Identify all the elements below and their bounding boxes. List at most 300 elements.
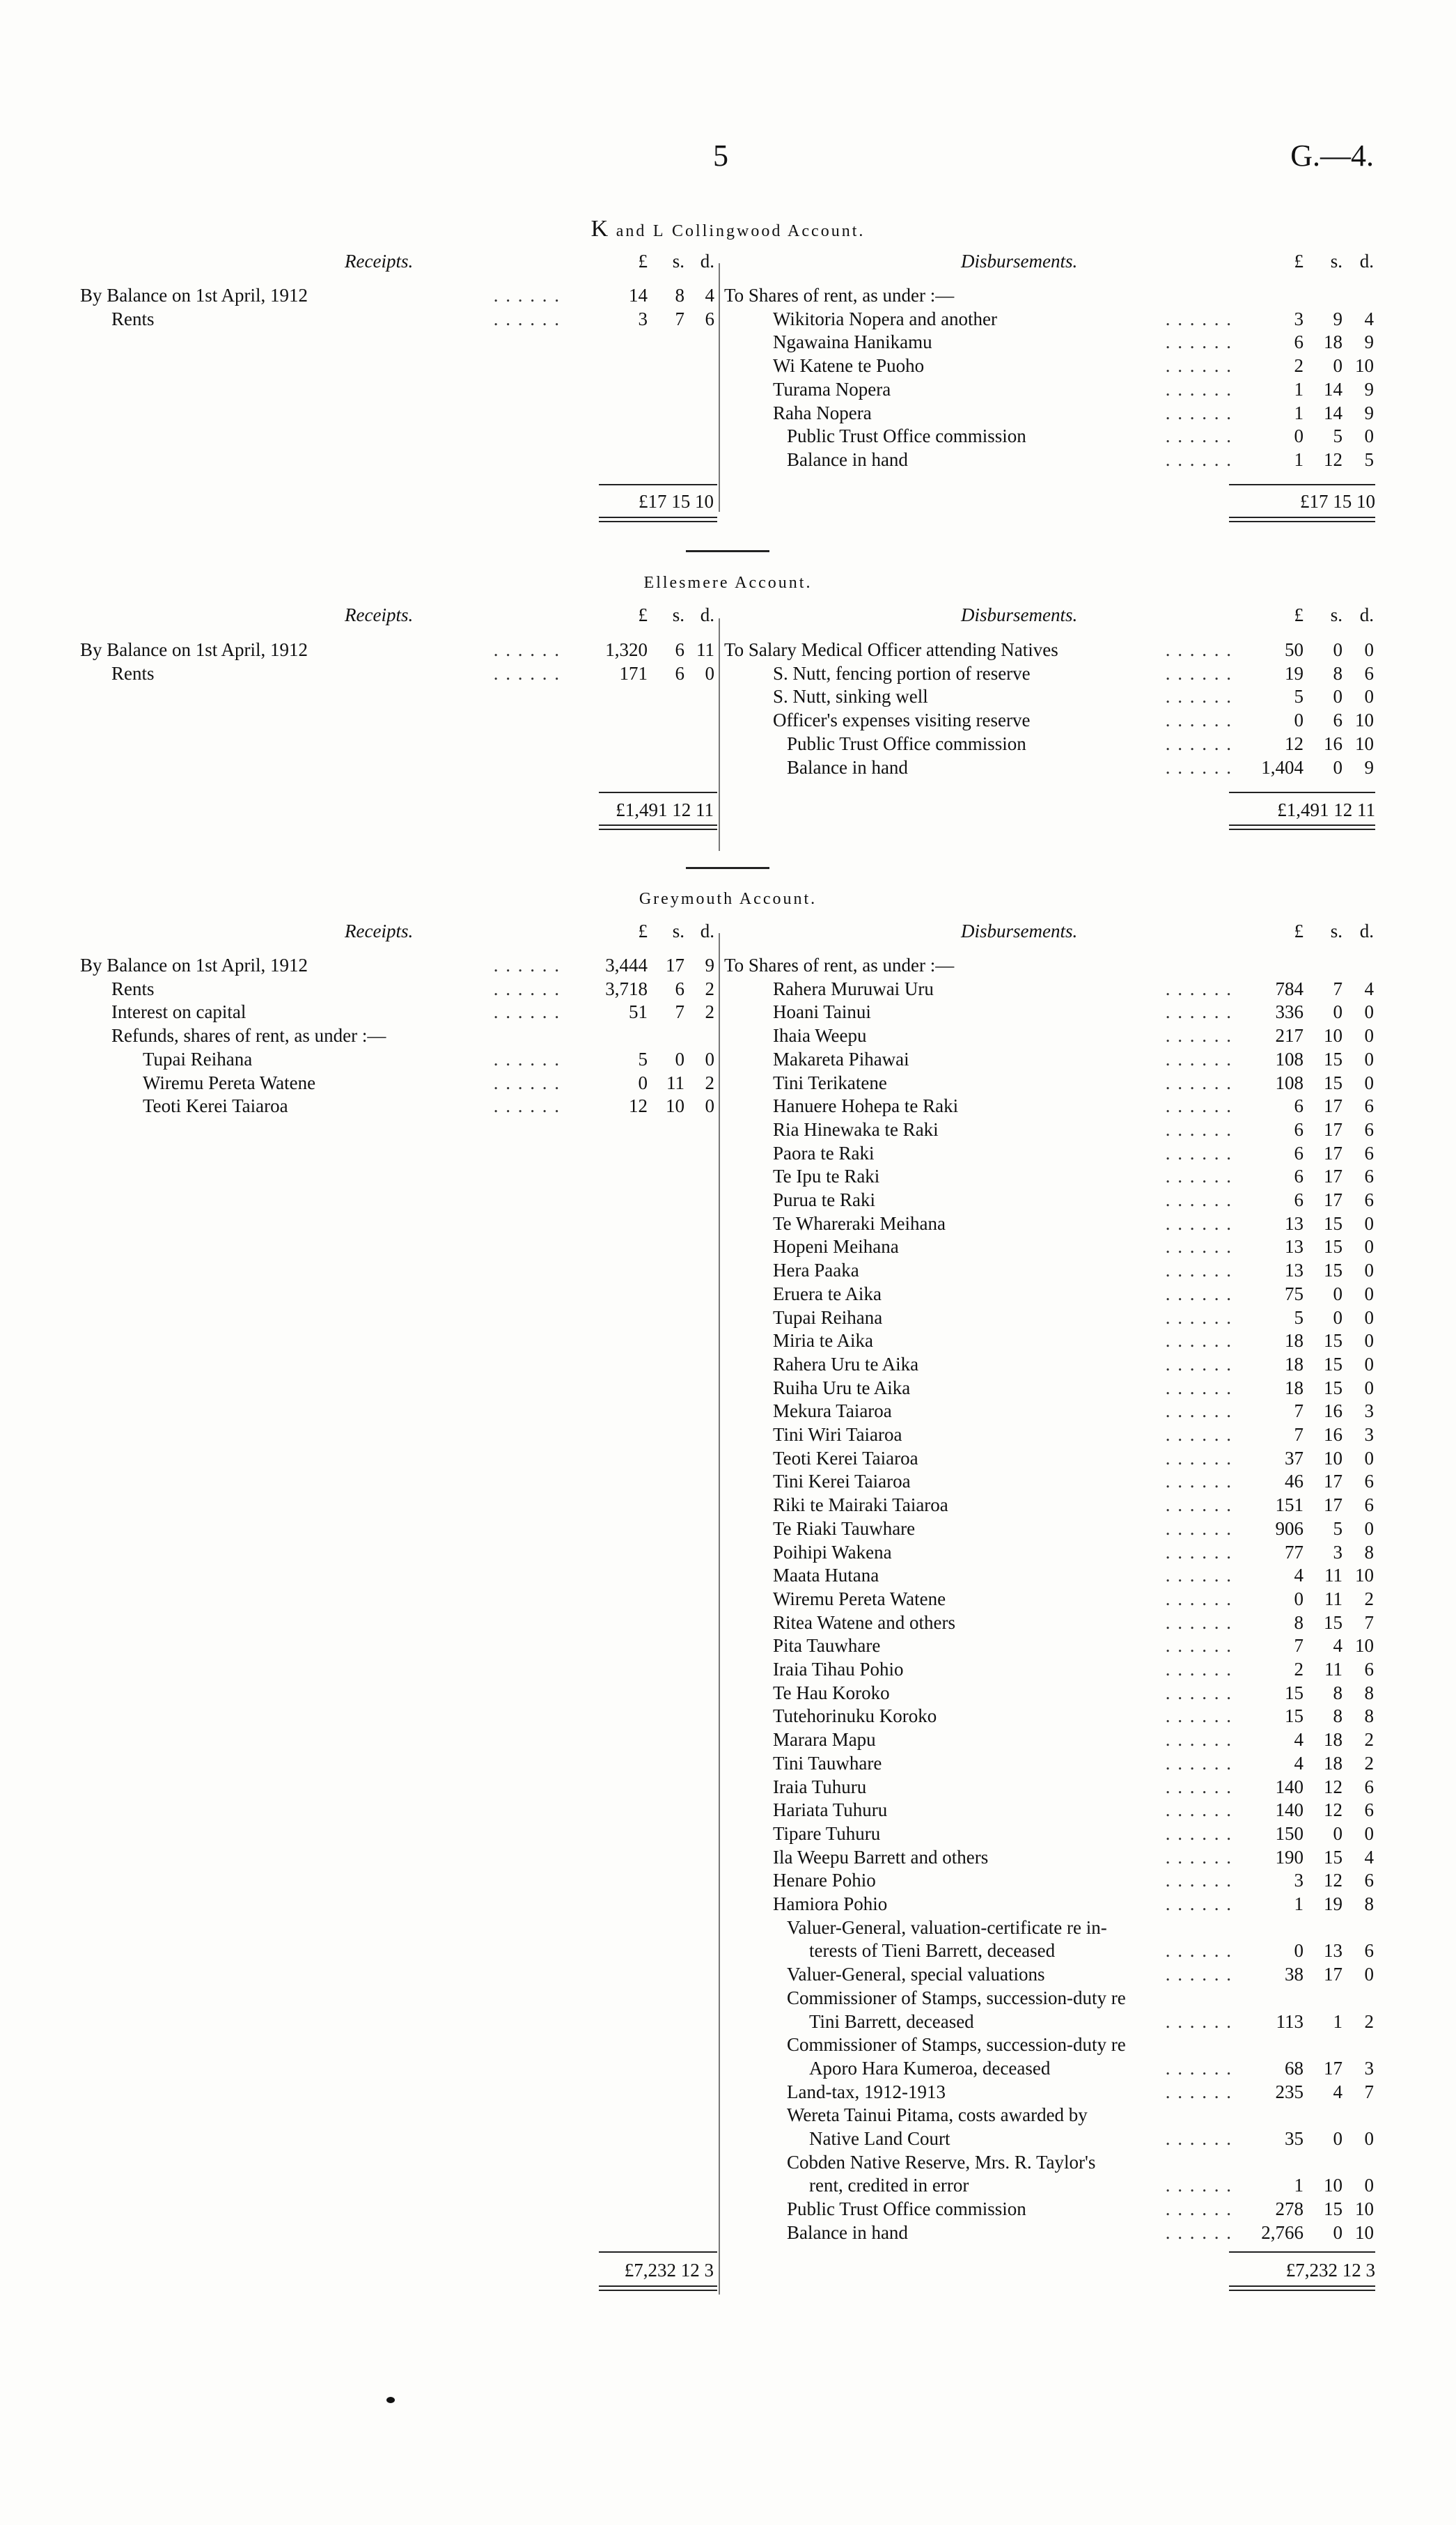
amount-pence: 2: [1364, 1729, 1374, 1751]
amount-shillings: 12: [1324, 1799, 1343, 1821]
leader-dots: . . . . . .: [1165, 1541, 1232, 1563]
disbursement-row: [0, 2081, 1456, 2104]
amount-pounds: 5: [638, 1048, 648, 1070]
leader-dots: . . . . . .: [1165, 1893, 1232, 1914]
leader-dots: . . . . . .: [1165, 1611, 1232, 1633]
amount-shillings: 15: [1324, 1611, 1343, 1633]
leader-dots: . . . . . .: [1165, 1189, 1232, 1210]
receipt-label: Wiremu Pereta Watene: [143, 1072, 316, 1093]
amount-pence: 6: [1364, 1471, 1374, 1492]
amount-pence: 0: [1364, 1283, 1374, 1304]
disbursement-row: [0, 1165, 1456, 1188]
disbursement-label: Riki te Mairaki Taiaroa: [773, 1494, 948, 1516]
amount-pence: 6: [1364, 1118, 1374, 1140]
amount-pence: 0: [1364, 1072, 1374, 1093]
leader-dots: . . . . . .: [1165, 1001, 1232, 1023]
disbursements-total-double-rule: [1229, 517, 1375, 522]
section-title: [0, 570, 1456, 593]
section-separator: [686, 550, 769, 552]
disbursement-row: [0, 1588, 1456, 1611]
disbursement-row: [0, 1048, 1456, 1071]
money-header-pounds: £: [638, 921, 648, 941]
amount-shillings: 7: [1333, 978, 1343, 999]
amount-shillings: 11: [666, 1072, 684, 1093]
amount-pounds: 18: [1285, 1353, 1304, 1375]
amount-shillings: 5: [1333, 425, 1343, 447]
disbursement-row: [0, 1423, 1456, 1446]
amount-shillings: 0: [1333, 639, 1343, 660]
leader-dots: . . . . . .: [1165, 2081, 1232, 2102]
disbursement-row: [0, 378, 1456, 401]
disbursement-label: Aporo Hara Kumeroa, deceased: [809, 2057, 1051, 2079]
receipt-label: Interest on capital: [111, 1001, 246, 1023]
leader-dots: . . . . . .: [1165, 1447, 1232, 1469]
amount-pence: 7: [1364, 2081, 1374, 2102]
disbursement-label: Valuer-General, valuation-certificate re in-: [787, 1916, 1107, 1938]
disbursement-row: [0, 1634, 1456, 1657]
disbursement-label: Ihaia Weepu: [773, 1025, 867, 1047]
leader-dots: . . . . . .: [1165, 1025, 1232, 1047]
leader-dots: . . . . . .: [493, 1048, 561, 1070]
leader-dots: . . . . . .: [1165, 402, 1232, 423]
amount-pence: 0: [1364, 1330, 1374, 1352]
disbursements-sum-line: [1229, 484, 1375, 485]
amount-pounds: 906: [1275, 1517, 1304, 1539]
leader-dots: . . . . . .: [1165, 1870, 1232, 1891]
disbursements-header: Disbursements.: [961, 921, 1078, 941]
amount-pounds: 38: [1285, 1964, 1304, 1985]
amount-pounds: 140: [1275, 1776, 1304, 1797]
disbursements-total: £1,491 12 11: [1277, 799, 1375, 820]
amount-shillings: 16: [1324, 1400, 1343, 1422]
disbursement-label: Ngawaina Hanikamu: [773, 331, 932, 353]
disbursement-row: [0, 1939, 1456, 1962]
leader-dots: . . . . . .: [1165, 1588, 1232, 1609]
receipt-label: Rents: [111, 978, 155, 999]
amount-shillings: 10: [1324, 2175, 1343, 2196]
disbursement-label: Cobden Native Reserve, Mrs. R. Taylor's: [787, 2151, 1096, 2173]
amount-pounds: 108: [1275, 1048, 1304, 1070]
amount-pence: 0: [705, 662, 714, 684]
amount-pence: 3: [1364, 2057, 1374, 2079]
disbursement-label: Commissioner of Stamps, succession-duty re: [787, 1987, 1126, 2008]
amount-pence: 6: [1364, 1189, 1374, 1210]
leader-dots: . . . . . .: [1165, 1799, 1232, 1821]
amount-shillings: 17: [1324, 1166, 1343, 1187]
disbursement-label: Tipare Tuhuru: [773, 1822, 881, 1844]
money-header-shillings: s.: [672, 251, 684, 272]
disbursements-header: Disbursements.: [961, 604, 1078, 625]
disbursement-label: Balance in hand: [787, 448, 908, 470]
disbursement-label: Commissioner of Stamps, succession-duty re: [787, 2034, 1126, 2056]
disbursement-label: Public Trust Office commission: [787, 733, 1026, 754]
amount-shillings: 17: [1324, 1964, 1343, 1985]
leader-dots: . . . . . .: [1165, 355, 1232, 377]
amount-pounds: 35: [1285, 2128, 1304, 2149]
disbursement-row: [0, 1893, 1456, 1916]
disbursement-row: [0, 308, 1456, 331]
disbursement-row: [0, 2010, 1456, 2033]
amount-pence: 6: [1364, 1142, 1374, 1164]
leader-dots: . . . . . .: [1165, 1330, 1232, 1352]
leader-dots: . . . . . .: [1165, 1095, 1232, 1117]
amount-pence: 0: [1364, 425, 1374, 447]
disbursement-row: [0, 1799, 1456, 1822]
amount-pence: 0: [1364, 686, 1374, 708]
amount-pence: 10: [1355, 2198, 1374, 2220]
disbursement-row: [0, 1564, 1456, 1587]
disbursement-label: Te Riaki Tauwhare: [773, 1517, 916, 1539]
amount-pence: 9: [1364, 378, 1374, 400]
amount-shillings: 0: [1333, 1001, 1343, 1023]
disbursement-row: [0, 1353, 1456, 1376]
disbursement-label: Iraia Tihau Pohio: [773, 1659, 904, 1680]
leader-dots: . . . . . .: [1165, 710, 1232, 731]
amount-pence: 2: [705, 1072, 714, 1093]
leader-dots: . . . . . .: [1165, 1048, 1232, 1070]
amount-shillings: 11: [1324, 1588, 1343, 1609]
amount-pounds: 113: [1276, 2010, 1304, 2032]
amount-pounds: 50: [1285, 639, 1304, 660]
leader-dots: . . . . . .: [1165, 1283, 1232, 1304]
disbursement-row: [0, 2104, 1456, 2127]
amount-shillings: 9: [1333, 308, 1343, 329]
title-part: L: [652, 222, 666, 240]
section-title: [0, 886, 1456, 909]
disbursement-row: [0, 1658, 1456, 1681]
receipts-header: Receipts.: [345, 604, 414, 625]
amount-pounds: 140: [1275, 1799, 1304, 1821]
amount-pence: 6: [1364, 1659, 1374, 1680]
leader-dots: . . . . . .: [1165, 1659, 1232, 1680]
disbursement-row: [0, 1283, 1456, 1306]
amount-shillings: 18: [1324, 331, 1343, 353]
amount-pounds: 108: [1275, 1072, 1304, 1093]
amount-pence: 9: [1364, 331, 1374, 353]
amount-pounds: 0: [1294, 425, 1304, 447]
amount-pence: 0: [1364, 1353, 1374, 1375]
disbursement-label: Te Whareraki Meihana: [773, 1212, 946, 1234]
amount-pounds: 0: [1294, 1588, 1304, 1609]
disbursement-label: Hamiora Pohio: [773, 1893, 888, 1914]
amount-shillings: 7: [675, 308, 684, 329]
disbursement-row: [0, 1001, 1456, 1024]
money-header-shillings: s.: [1330, 251, 1343, 272]
leader-dots: . . . . . .: [1165, 1377, 1232, 1398]
amount-pence: 8: [1364, 1682, 1374, 1703]
disbursement-label: Wikitoria Nopera and another: [773, 308, 998, 329]
amount-pence: 10: [1355, 733, 1374, 754]
disbursement-row: [0, 1541, 1456, 1564]
amount-shillings: 14: [1324, 378, 1343, 400]
amount-pounds: 4: [1294, 1752, 1304, 1774]
disbursement-row: [0, 2057, 1456, 2080]
amount-pence: 0: [705, 1048, 714, 1070]
amount-shillings: 8: [675, 285, 684, 306]
disbursement-label: Land-tax, 1912-1913: [787, 2081, 946, 2102]
amount-pounds: 235: [1275, 2081, 1304, 2102]
amount-pounds: 1,404: [1261, 756, 1304, 778]
disbursement-label: Tutehorinuku Koroko: [773, 1705, 937, 1727]
disbursement-label: Valuer-General, special valuations: [787, 1964, 1045, 1985]
disbursement-row: [0, 1306, 1456, 1329]
leader-dots: . . . . . .: [1165, 1964, 1232, 1985]
leader-dots: . . . . . .: [1165, 2198, 1232, 2220]
disbursement-label: Wereta Tainui Pitama, costs awarded by: [787, 2104, 1088, 2126]
amount-pounds: 5: [1294, 686, 1304, 708]
amount-shillings: 0: [1333, 1822, 1343, 1844]
disbursement-row: [0, 1776, 1456, 1799]
amount-pounds: 13: [1285, 1236, 1304, 1258]
amount-pounds: 1: [1294, 378, 1304, 400]
leader-dots: . . . . . .: [1165, 2057, 1232, 2079]
amount-pence: 4: [1364, 308, 1374, 329]
amount-pounds: 150: [1275, 1822, 1304, 1844]
amount-pounds: 151: [1275, 1494, 1304, 1516]
amount-shillings: 15: [1324, 2198, 1343, 2220]
receipts-sum-line: [599, 2251, 717, 2253]
amount-shillings: 6: [675, 662, 684, 684]
amount-pence: 9: [705, 955, 714, 976]
amount-pence: 10: [1355, 2221, 1374, 2243]
amount-pounds: 77: [1285, 1541, 1304, 1563]
amount-shillings: 17: [1324, 1118, 1343, 1140]
disbursement-row: [0, 284, 1456, 307]
disbursement-row: [0, 402, 1456, 425]
disbursement-label: Ruiha Uru te Aika: [773, 1377, 911, 1398]
amount-pounds: 19: [1285, 662, 1304, 684]
amount-pounds: 14: [629, 285, 648, 306]
receipts-total: £17 15 10: [639, 491, 714, 512]
amount-shillings: 6: [1333, 710, 1343, 731]
disbursement-row: [0, 1682, 1456, 1705]
amount-pence: 9: [1364, 402, 1374, 423]
leader-dots: . . . . . .: [1165, 662, 1232, 684]
amount-pounds: 6: [1294, 1166, 1304, 1187]
leader-dots: . . . . . .: [1165, 2128, 1232, 2149]
disbursement-row: [0, 1822, 1456, 1845]
amount-pounds: 37: [1285, 1447, 1304, 1469]
amount-pence: 2: [1364, 1588, 1374, 1609]
amount-pounds: 1: [1294, 1893, 1304, 1914]
amount-pounds: 75: [1285, 1283, 1304, 1304]
leader-dots: . . . . . .: [1165, 686, 1232, 708]
amount-shillings: 17: [1324, 1095, 1343, 1117]
disbursement-row: [0, 1024, 1456, 1047]
leader-dots: . . . . . .: [1165, 2221, 1232, 2243]
leader-dots: . . . . . .: [1165, 1494, 1232, 1516]
disbursement-label: Te Hau Koroko: [773, 1682, 890, 1703]
receipt-label: Refunds, shares of rent, as under :—: [111, 1025, 386, 1047]
leader-dots: . . . . . .: [1165, 1517, 1232, 1539]
amount-shillings: 15: [1324, 1377, 1343, 1398]
amount-pounds: 0: [1294, 1940, 1304, 1962]
disbursement-label: rent, credited in error: [809, 2175, 969, 2196]
amount-shillings: 0: [1333, 355, 1343, 377]
amount-pounds: 784: [1275, 978, 1304, 999]
disbursement-row: [0, 1611, 1456, 1634]
amount-shillings: 0: [1333, 2221, 1343, 2243]
disbursement-row: [0, 1235, 1456, 1258]
amount-pence: 2: [705, 1001, 714, 1023]
amount-pence: 0: [1364, 2128, 1374, 2149]
disbursement-row: [0, 1963, 1456, 1986]
amount-pence: 0: [1364, 639, 1374, 660]
amount-shillings: 0: [675, 1048, 684, 1070]
leader-dots: . . . . . .: [493, 978, 561, 999]
amount-shillings: 8: [1333, 1682, 1343, 1703]
disbursements-total: £17 15 10: [1300, 491, 1375, 512]
amount-pounds: 15: [1285, 1705, 1304, 1727]
amount-pounds: 217: [1275, 1025, 1304, 1047]
disbursement-label: To Shares of rent, as under :—: [724, 955, 955, 976]
title-part: K: [590, 216, 610, 242]
disbursement-row: [0, 2221, 1456, 2244]
disbursements-total-double-rule: [1229, 824, 1375, 830]
amount-pence: 10: [1355, 1635, 1374, 1657]
disbursement-row: [0, 1728, 1456, 1751]
disbursement-label: Iraia Tuhuru: [773, 1776, 867, 1797]
disbursement-label: Balance in hand: [787, 2221, 908, 2243]
disbursement-label: To Shares of rent, as under :—: [724, 285, 955, 306]
amount-shillings: 18: [1324, 1752, 1343, 1774]
amount-shillings: 15: [1324, 1048, 1343, 1070]
leader-dots: . . . . . .: [1165, 331, 1232, 353]
amount-pounds: 3: [1294, 308, 1304, 329]
amount-shillings: 13: [1324, 1940, 1343, 1962]
leader-dots: . . . . . .: [1165, 1072, 1232, 1093]
amount-shillings: 16: [1324, 733, 1343, 754]
amount-pence: 6: [1364, 1799, 1374, 1821]
section-title: [0, 216, 1456, 242]
money-header-pence: d.: [1359, 251, 1374, 272]
amount-pence: 0: [1364, 1822, 1374, 1844]
amount-pence: 7: [1364, 1611, 1374, 1633]
leader-dots: . . . . . .: [1165, 639, 1232, 660]
disbursement-label: Ritea Watene and others: [773, 1611, 955, 1633]
amount-shillings: 17: [1324, 1189, 1343, 1210]
money-header-pence: d.: [700, 921, 714, 941]
disbursement-label: Hoani Tainui: [773, 1001, 871, 1023]
disbursement-label: Balance in hand: [787, 756, 908, 778]
amount-pounds: 2: [1294, 1659, 1304, 1680]
amount-pounds: 12: [1285, 733, 1304, 754]
disbursement-label: Hariata Tuhuru: [773, 1799, 888, 1821]
leader-dots: . . . . . .: [1165, 978, 1232, 999]
disbursement-label: Te Ipu te Raki: [773, 1166, 880, 1187]
amount-pence: 0: [1364, 1517, 1374, 1539]
leader-dots: . . . . . .: [493, 662, 561, 684]
amount-pounds: 6: [1294, 1095, 1304, 1117]
amount-pounds: 68: [1285, 2057, 1304, 2079]
disbursement-row: [0, 1072, 1456, 1095]
receipts-total-double-rule: [599, 2285, 717, 2291]
disbursement-label: Teoti Kerei Taiaroa: [773, 1447, 918, 1469]
amount-pence: 2: [1364, 1752, 1374, 1774]
receipts-sum-line: [599, 484, 717, 485]
amount-shillings: 12: [1324, 448, 1343, 470]
amount-pence: 8: [1364, 1705, 1374, 1727]
leader-dots: . . . . . .: [1165, 1752, 1232, 1774]
amount-pence: 6: [1364, 1166, 1374, 1187]
disbursement-label: Tini Terikatene: [773, 1072, 887, 1093]
disbursement-row: [0, 1259, 1456, 1282]
disbursement-row: [0, 709, 1456, 732]
disbursement-row: [0, 425, 1456, 448]
leader-dots: . . . . . .: [1165, 733, 1232, 754]
amount-pounds: 6: [1294, 1189, 1304, 1210]
disbursement-row: [0, 1517, 1456, 1540]
disbursement-label: S. Nutt, sinking well: [773, 686, 928, 708]
disbursement-label: Eruera te Aika: [773, 1283, 882, 1304]
disbursement-label: Poihipi Wakena: [773, 1541, 892, 1563]
disbursement-label: Tini Wiri Taiaroa: [773, 1424, 902, 1445]
amount-pence: 11: [696, 639, 714, 660]
amount-pounds: 278: [1275, 2198, 1304, 2220]
amount-shillings: 17: [1324, 1142, 1343, 1164]
receipt-label: By Balance on 1st April, 1912: [80, 285, 308, 306]
disbursement-row: [0, 1142, 1456, 1165]
amount-shillings: 18: [1324, 1729, 1343, 1751]
disbursement-label: Tini Kerei Taiaroa: [773, 1471, 911, 1492]
leader-dots: . . . . . .: [493, 1095, 561, 1117]
money-header-pounds: £: [1294, 921, 1304, 941]
leader-dots: . . . . . .: [1165, 1940, 1232, 1962]
disbursement-label: Rahera Muruwai Uru: [773, 978, 934, 999]
amount-shillings: 6: [675, 978, 684, 999]
disbursement-row: [0, 2033, 1456, 2056]
receipts-total: £1,491 12 11: [616, 799, 714, 820]
disbursement-row: [0, 639, 1456, 662]
title-part: Ellesmere Account.: [643, 574, 813, 592]
amount-pounds: 7: [1294, 1635, 1304, 1657]
disbursement-label: Tupai Reihana: [773, 1306, 883, 1328]
leader-dots: . . . . . .: [493, 308, 561, 329]
disbursement-row: [0, 1447, 1456, 1470]
disbursement-row: [0, 1095, 1456, 1118]
disbursement-row: [0, 2198, 1456, 2221]
amount-pence: 0: [1364, 2175, 1374, 2196]
disbursement-label: terests of Tieni Barrett, deceased: [809, 1940, 1056, 1962]
amount-shillings: 4: [1333, 1635, 1343, 1657]
leader-dots: . . . . . .: [1165, 1846, 1232, 1868]
disbursement-row: [0, 1846, 1456, 1869]
amount-shillings: 0: [1333, 1283, 1343, 1304]
title-part: and: [616, 222, 647, 240]
disbursement-row: [0, 733, 1456, 756]
amount-pounds: 2: [1294, 355, 1304, 377]
money-header-shillings: s.: [672, 921, 684, 941]
money-header-pounds: £: [638, 604, 648, 625]
disbursement-row: [0, 1470, 1456, 1493]
amount-shillings: 8: [1333, 662, 1343, 684]
leader-dots: . . . . . .: [493, 955, 561, 976]
amount-pence: 0: [1364, 1025, 1374, 1047]
amount-shillings: 7: [675, 1001, 684, 1023]
amount-pence: 6: [1364, 1940, 1374, 1962]
money-header-shillings: s.: [1330, 604, 1343, 625]
disbursements-sum-line: [1229, 2251, 1375, 2253]
disbursement-row: [0, 1377, 1456, 1400]
amount-shillings: 17: [1324, 1471, 1343, 1492]
amount-shillings: 15: [1324, 1846, 1343, 1868]
receipts-header: Receipts.: [345, 921, 414, 941]
disbursement-label: Purua te Raki: [773, 1189, 875, 1210]
amount-pounds: 4: [1294, 1729, 1304, 1751]
amount-pence: 0: [1364, 1260, 1374, 1281]
disbursement-row: [0, 978, 1456, 1001]
money-header-pence: d.: [1359, 921, 1374, 941]
